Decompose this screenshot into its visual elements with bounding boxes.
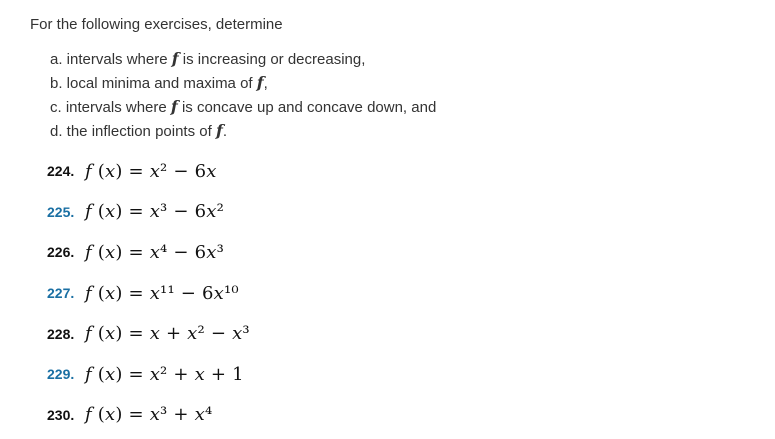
exercise-number: 230. bbox=[47, 406, 75, 423]
exercise-list bbox=[47, 151, 250, 435]
task-item-a bbox=[50, 47, 436, 71]
exercise-224 bbox=[47, 151, 250, 192]
task-text-before: c. intervals where bbox=[50, 99, 171, 116]
task-text-after: is concave up and concave down, and bbox=[177, 99, 437, 116]
exercise-228 bbox=[47, 313, 250, 354]
function-symbol: f bbox=[170, 97, 178, 116]
task-item-b bbox=[50, 71, 436, 95]
function-symbol: f bbox=[256, 73, 264, 92]
exercise-227 bbox=[47, 273, 250, 314]
exercise-equation: 𝑓 (𝑥) = 𝑥² + 𝑥 + 1 bbox=[85, 363, 244, 385]
function-symbol: f bbox=[171, 49, 179, 68]
task-item-d bbox=[50, 119, 436, 143]
exercise-number: 224. bbox=[47, 163, 75, 180]
task-text-before: b. local minima and maxima of bbox=[50, 75, 257, 92]
task-text-after: is increasing or decreasing, bbox=[178, 51, 366, 68]
exercise-226 bbox=[47, 232, 250, 273]
task-text-before: d. the inflection points of bbox=[50, 123, 216, 140]
instructions-heading: For the following exercises, determine bbox=[30, 16, 283, 33]
exercise-number-link[interactable]: 229. bbox=[47, 366, 75, 383]
exercise-229 bbox=[47, 354, 250, 395]
exercise-number-link[interactable]: 227. bbox=[47, 285, 75, 302]
exercise-number: 226. bbox=[47, 244, 75, 261]
task-list bbox=[50, 47, 436, 143]
exercise-equation: 𝑓 (𝑥) = 𝑥² − 6𝑥 bbox=[85, 160, 217, 182]
exercise-equation: 𝑓 (𝑥) = 𝑥³ − 6𝑥² bbox=[85, 201, 225, 223]
exercise-230 bbox=[47, 395, 250, 436]
task-text-after: , bbox=[263, 75, 268, 92]
exercise-equation: 𝑓 (𝑥) = 𝑥³ + 𝑥⁴ bbox=[85, 404, 213, 426]
exercise-equation: 𝑓 (𝑥) = 𝑥 + 𝑥² − 𝑥³ bbox=[85, 323, 250, 345]
exercise-225 bbox=[47, 192, 250, 233]
function-symbol: f bbox=[215, 121, 223, 140]
exercise-number: 228. bbox=[47, 325, 75, 342]
exercise-number-link[interactable]: 225. bbox=[47, 203, 75, 220]
task-text-after: . bbox=[222, 123, 227, 140]
exercise-equation: 𝑓 (𝑥) = 𝑥¹¹ − 6𝑥¹⁰ bbox=[85, 282, 239, 304]
task-item-c bbox=[50, 95, 436, 119]
task-text-before: a. intervals where bbox=[50, 51, 172, 68]
exercise-equation: 𝑓 (𝑥) = 𝑥⁴ − 6𝑥³ bbox=[85, 241, 225, 263]
